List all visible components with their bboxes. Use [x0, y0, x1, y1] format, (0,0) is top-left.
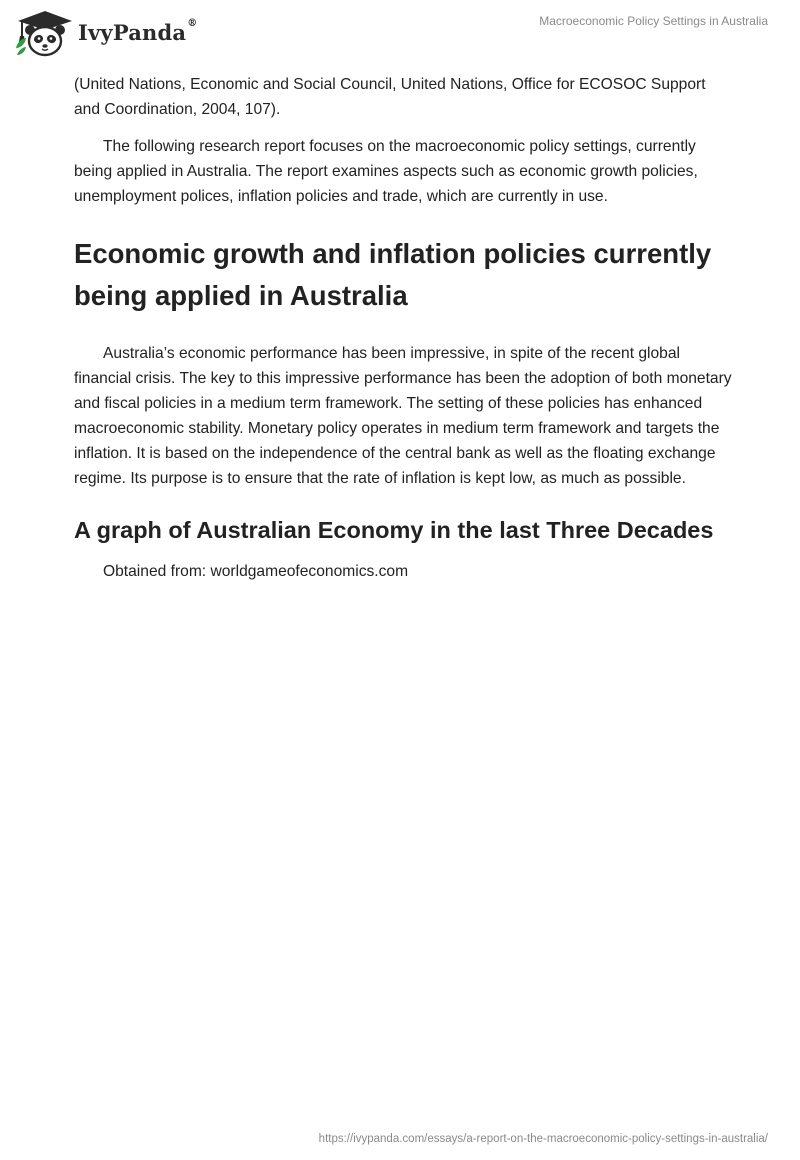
paragraph-citation: (United Nations, Economic and Social Council, United Nations, Office for ECOSOC Support and Coordination, 2004, 107). [74, 76, 706, 118]
brand-name: IvyPanda [78, 20, 187, 45]
page-header [0, 0, 800, 70]
source-note: Obtained from: worldgameofeconomics.com [103, 563, 409, 580]
panda-graduation-cap-icon [14, 8, 74, 58]
footer-url[interactable]: https://ivypanda.com/essays/a-report-on-the-macroeconomic-policy-settings-in-australia/ [318, 1133, 768, 1145]
ivypanda-logo[interactable] [14, 8, 214, 58]
logo-wordmark [78, 20, 197, 45]
running-title: Macroeconomic Policy Settings in Australia [539, 14, 768, 28]
paragraph-intro: The following research report focuses on the macroeconomic policy settings, currently being applied in Australia. The report examines aspects such as economic growth policies, unemployment polices, inflation policies and trade, which are currently in use. [74, 138, 698, 205]
subsection-heading: A graph of Australian Economy in the last Three Decades [74, 517, 714, 543]
paragraph-economic-performance: Australia’s economic performance has been impressive, in spite of the recent global financial crisis. The key to this impressive performance has been the adoption of both monetary and fiscal policies in a medium term framework. The setting of these policies has enhanced macroeconomic stability. Monetary policy operates in medium term framework and targets the inflation. It is based on the independence of the central bank as well as the floating exchange regime. Its purpose is to ensure that the rate of inflation is kept low, as much as possible. [74, 345, 732, 487]
document-body [74, 72, 734, 584]
section-heading: Economic growth and inflation policies currently being applied in Australia [74, 238, 712, 311]
registered-mark: ® [187, 18, 198, 29]
